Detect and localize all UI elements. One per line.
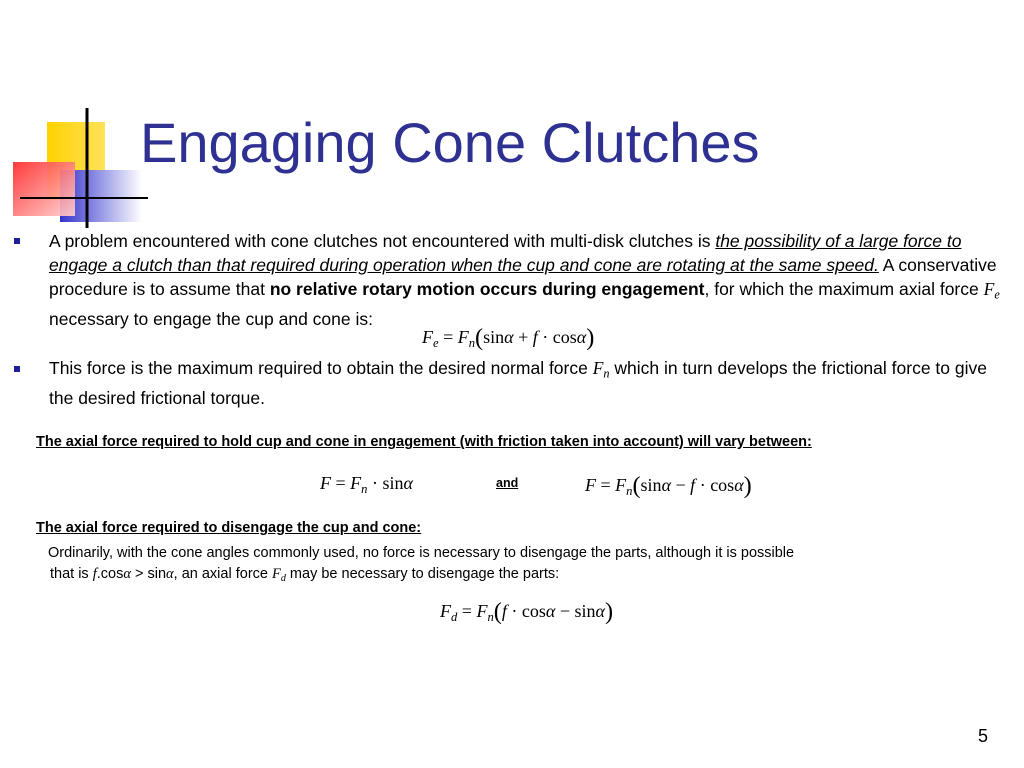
var-fe: $F_e$ <box>983 279 1000 302</box>
equation-engage-force: $F_e = F_n(\sin\alpha + f \cdot \cos\alpha)$ <box>422 324 595 351</box>
disengage-paragraph-line-2: that is f.cosα > sinα, an axial force $F_d$ may be necessary to disengage the parts: <box>50 566 560 585</box>
bullet-1-underlined: the possibility of a large force to engage a clutch than that required during operation when the cup and cone are rotating at the same speed. <box>49 231 962 275</box>
bullet-1-middle: A conservative procedure is to assume that <box>49 255 997 299</box>
bullet-marker <box>14 238 20 244</box>
bullet-1-cont: , for which the maximum axial force <box>704 279 984 299</box>
equation-disengage-force: $F_d = F_n(f \cdot \cos\alpha - \sin\alpha)$ <box>440 598 614 625</box>
deco-red-square <box>13 162 75 216</box>
var-fn: $F_n$ <box>592 358 610 381</box>
disengage-heading: The axial force required to disengage the cup and cone: <box>36 520 422 536</box>
slide-title: Engaging Cone Clutches <box>140 111 760 174</box>
bullet-1-text <box>49 229 1013 331</box>
var-fd: $F_d$ <box>271 566 286 585</box>
corner-decoration <box>0 100 150 230</box>
bullet-1-bold: no relative rotary motion occurs during engagement <box>269 279 705 299</box>
equation-min-force: $F = F_n \cdot \sin\alpha$ <box>320 473 413 496</box>
disengage-paragraph-line-1: Ordinarily, with the cone angles commonly used, no force is necessary to disengage the parts, although it is possible <box>48 545 795 561</box>
engagement-range-heading: The axial force required to hold cup and cone in engagement (with friction taken into account) will vary between: <box>36 434 812 450</box>
bullet-2-text: This force is the maximum required to obtain the desired normal force $F_n$ which in turn develops the frictional force to give the desired frictional torque. <box>49 358 987 408</box>
equation-max-force: $F = F_n(\sin\alpha - f \cdot \cos\alpha)$ <box>585 472 752 499</box>
page-number: 5 <box>978 726 989 746</box>
bullet-1-end: necessary to engage the cup and cone is: <box>49 308 373 329</box>
bullet-marker <box>14 366 20 372</box>
bullet-1-intro: A problem encountered with cone clutches not encountered with multi-disk clutches is <box>49 231 716 251</box>
and-label: and <box>496 476 519 490</box>
